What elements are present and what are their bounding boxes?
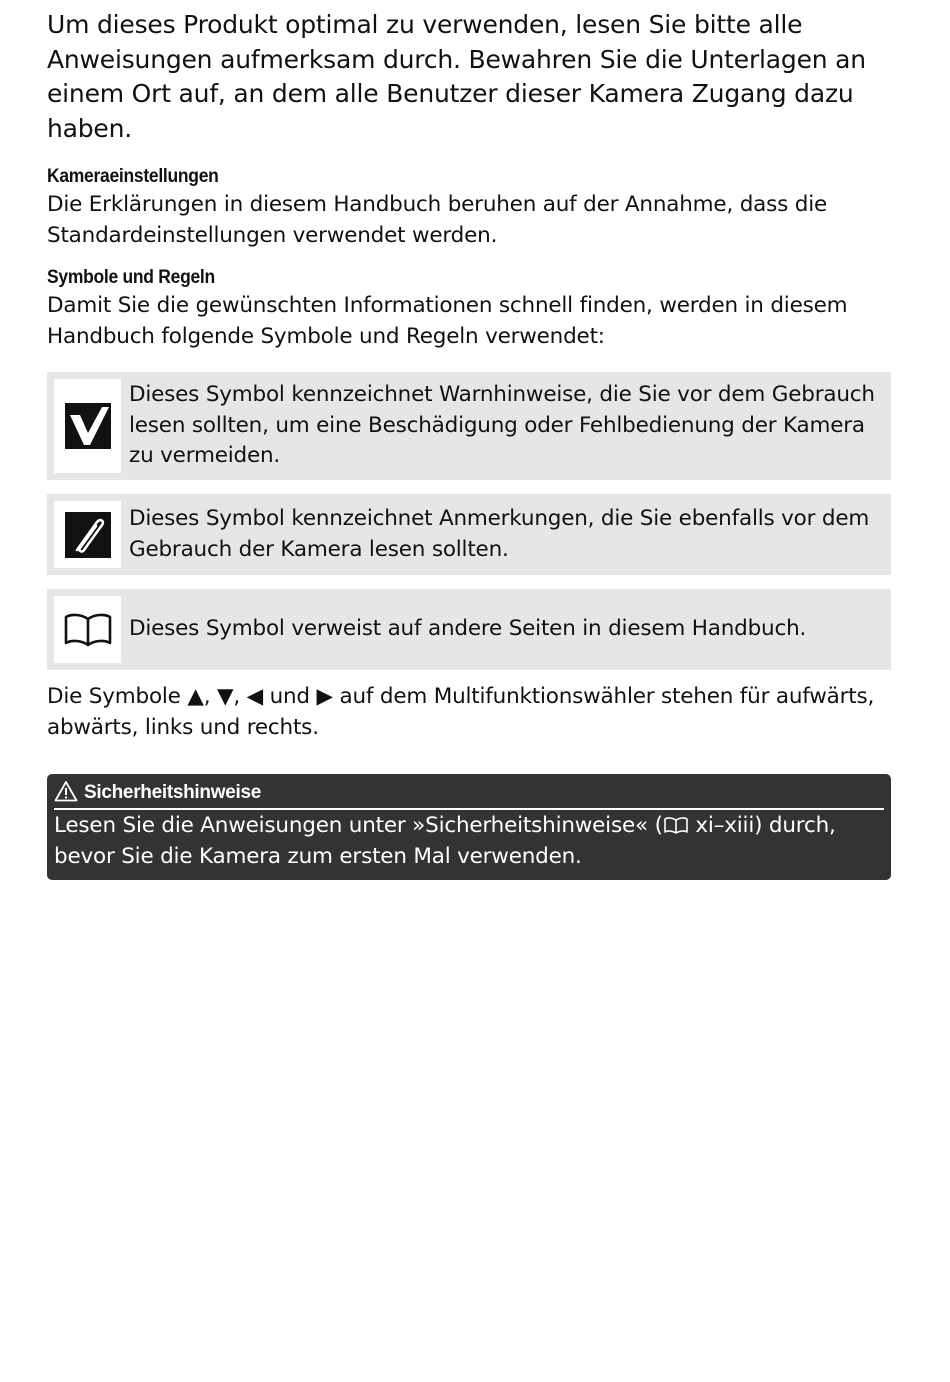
down-arrow-icon: ▼ — [216, 684, 234, 709]
directions-separator: , — [233, 684, 247, 709]
section-symbols-rules — [47, 265, 891, 352]
directions-separator: , — [203, 684, 217, 709]
book-reference-icon — [663, 813, 689, 838]
section-title-symbols-rules: Symbole und Regeln — [47, 267, 215, 288]
safety-notice-title: Sicherheitshinweise — [84, 782, 261, 803]
directions-suffix: auf dem Multifunktionswähler stehen für aufwärts, abwärts, links und rechts. — [47, 684, 875, 740]
direction-symbols-paragraph — [47, 682, 891, 743]
manual-page — [47, 8, 891, 880]
caution-check-icon — [54, 379, 121, 473]
directions-prefix: Die Symbole — [47, 684, 188, 709]
callout-caution — [47, 372, 891, 480]
paperclip-note-icon — [54, 501, 121, 568]
callout-reference — [47, 589, 891, 670]
section-camera-settings — [47, 164, 891, 251]
section-body-camera-settings: Die Erklärungen in diesem Handbuch beruhen auf der Annahme, dass die Standardeinstellungen verwendet werden. — [47, 192, 828, 248]
safety-notice-box — [47, 774, 891, 880]
safety-notice-header — [54, 780, 884, 810]
callout-caution-text: Dieses Symbol kennzeichnet Warnhinweise, die Sie vor dem Gebrauch lesen sollten, um eine Beschädigung oder Fehlbedienung der Kamera zu vermeiden. — [129, 382, 875, 469]
symbol-callouts — [47, 372, 891, 670]
safety-notice-text: Lesen Sie die Anweisungen unter »Sicherheitshinweise« ( — [54, 813, 663, 838]
safety-notice-body — [54, 811, 884, 872]
directions-and: und — [262, 684, 317, 709]
callout-reference-text: Dieses Symbol verweist auf andere Seiten in diesem Handbuch. — [129, 616, 807, 642]
right-arrow-icon: ▶ — [316, 684, 333, 709]
book-reference-icon — [54, 596, 121, 663]
callout-note-text: Dieses Symbol kennzeichnet Anmerkungen, die Sie ebenfalls vor dem Gebrauch der Kamera lesen sollten. — [129, 506, 870, 562]
callout-note — [47, 494, 891, 575]
warning-triangle-icon — [54, 780, 78, 806]
safety-notice-page-reference: xi–xiii) durch, bevor Sie die Kamera zum ersten Mal verwenden. — [54, 813, 836, 869]
intro-paragraph: Um dieses Produkt optimal zu verwenden, lesen Sie bitte alle Anweisungen aufmerksam durch. Bewahren Sie die Unterlagen an einem Ort auf, an dem alle Benutzer dieser Kamera Zugang dazu haben. — [47, 10, 866, 143]
left-arrow-icon: ◀ — [246, 684, 263, 709]
section-title-camera-settings: Kameraeinstellungen — [47, 166, 219, 187]
section-body-symbols-rules: Damit Sie die gewünschten Informationen schnell finden, werden in diesem Handbuch folgende Symbole und Regeln verwendet: — [47, 293, 848, 349]
up-arrow-icon: ▲ — [187, 684, 204, 709]
